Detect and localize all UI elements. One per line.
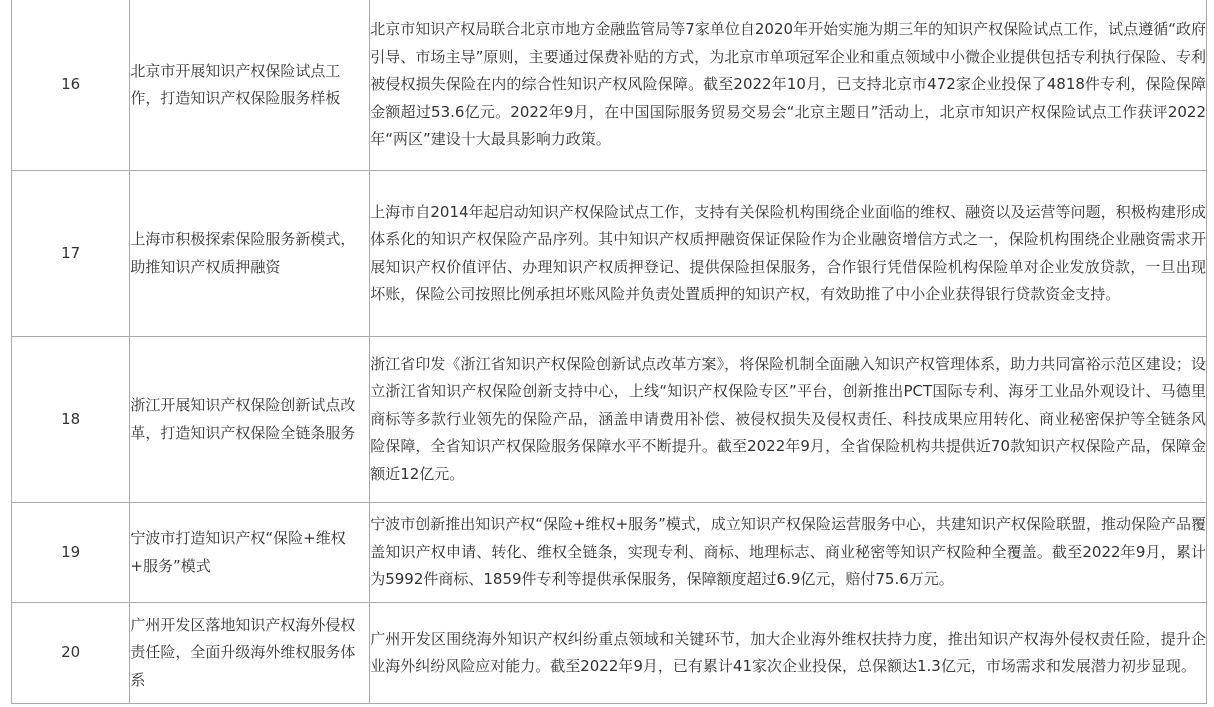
case-description: 浙江省印发《浙江省知识产权保险创新试点改革方案》，将保险机制全面融入知识产权管理体系，助力共同富裕示范区建设；设立浙江省知识产权保险创新支持中心，上线“知识产权保险专区”平台，创新推出PCT国际专利、海牙工业品外观设计、马德里商标等多款行业领先的保险产品，涵盖申请费用补偿、被侵权损失及侵权责任、科技成果应用转化、商业秘密保护等全链条风险保障，全省知识产权保险服务保障水平不断提升。截至2022年9月，全省保险机构共提供近70款知识产权保险产品，保障金额近12亿元。 [370,354,1206,483]
case-description-cell [370,0,1207,171]
row-number: 19 [61,542,81,561]
table-row [12,503,1207,603]
row-number-cell [12,503,130,603]
case-title: 上海市积极探索保险服务新模式，助推知识产权质押融资 [130,230,356,276]
row-number-cell [12,0,130,171]
policy-table [11,0,1207,704]
table-row [12,337,1207,503]
row-number-cell [12,337,130,503]
row-number-cell [12,603,130,704]
case-description-cell [370,171,1207,337]
case-description-cell [370,337,1207,503]
case-title: 浙江开展知识产权保险创新试点改革，打造知识产权保险全链条服务 [130,396,356,442]
row-number: 16 [61,75,81,94]
case-title: 宁波市打造知识产权“保险+维权+服务”模式 [130,529,346,575]
table-row [12,603,1207,704]
case-description: 宁波市创新推出知识产权“保险+维权+服务”模式，成立知识产权保险运营服务中心，共建知识产权保险联盟，推动保险产品覆盖知识产权申请、转化、维权全链条，实现专利、商标、地理标志、商业秘密等知识产权险种全覆盖。截至2022年9月，累计为5992件商标、1859件专利等提供承保服务，保障额度超过6.9亿元，赔付75.6万元。 [370,515,1206,589]
case-title: 北京市开展知识产权保险试点工作，打造知识产权保险服务样板 [130,61,341,107]
case-title-cell [130,503,370,603]
case-title-cell [130,0,370,171]
case-description: 北京市知识产权局联合北京市地方金融监管局等7家单位自2020年开始实施为期三年的知识产权保险试点工作，试点遵循“政府引导、市场主导”原则，主要通过保费补贴的方式，为北京市单项冠军企业和重点领域中小微企业提供包括专利执行保险、专利被侵权损失保险在内的综合性知识产权风险保障。截至2022年10月，已支持北京市472家企业投保了4818件专利，保险保障金额超过53.6亿元。2022年9月，在中国国际服务贸易交易会“北京主题日”活动上，北京市知识产权保险试点工作获评2022年“两区”建设十大最具影响力政策。 [370,20,1206,149]
row-number: 20 [61,643,81,662]
case-title-cell [130,337,370,503]
table-row [12,0,1207,171]
case-title: 广州开发区落地知识产权海外侵权责任险，全面升级海外维权服务体系 [130,615,356,689]
row-number: 18 [61,409,81,428]
row-number: 17 [61,243,81,262]
table-row [12,171,1207,337]
case-description: 广州开发区围绕海外知识产权纠纷重点领域和关键环节，加大企业海外维权扶持力度，推出知识产权海外侵权责任险，提升企业海外纠纷风险应对能力。截至2022年9月，已有累计41家次企业投保，总保额达1.3亿元，市场需求和发展潜力初步显现。 [370,629,1206,675]
case-title-cell [130,603,370,704]
case-description-cell [370,503,1207,603]
case-title-cell [130,171,370,337]
case-description-cell [370,603,1207,704]
row-number-cell [12,171,130,337]
case-description: 上海市自2014年起启动知识产权保险试点工作，支持有关保险机构围绕企业面临的维权、融资以及运营等问题，积极构建形成体系化的知识产权保险产品序列。其中知识产权质押融资保证保险作为企业融资增信方式之一，保险机构围绕企业融资需求开展知识产权价值评估、办理知识产权质押登记、提供保险担保服务，合作银行凭借保险机构保险单对企业发放贷款，一旦出现坏账，保险公司按照比例承担坏账风险并负责处置质押的知识产权，有效助推了中小企业获得银行贷款资金支持。 [370,202,1206,303]
